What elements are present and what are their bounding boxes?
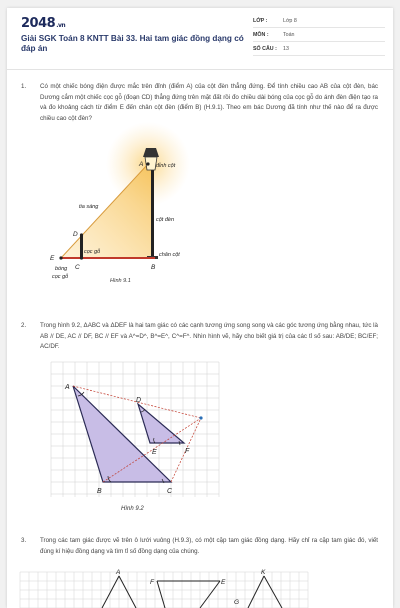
label-f: F [150, 579, 154, 586]
label-a: A [65, 384, 70, 391]
figure-9-3 [20, 564, 310, 608]
point-d [80, 233, 83, 236]
question-text: Trong hình 9.2, ΔABC và ΔDEF là hai tam giác có các cạnh tương ứng song song và các góc tương ứng bằng nhau, tức là AB // DE, AC // DF, BC // EF và A^=D^, B^=E^, C^=F^. Nhìn hình vẽ, hãy cho biết giá trị của các tỉ số sau: AB/DE; BC/EF; AC/DF. [40, 322, 378, 351]
label-b: B [97, 488, 102, 495]
meta-row-subject [253, 28, 385, 42]
label-a: A [139, 161, 144, 168]
meta-key: MÔN : [253, 31, 269, 38]
meta-value: Lớp 8 [283, 17, 297, 24]
site-logo[interactable] [21, 16, 65, 31]
label-shadow-line2: cọc gỗ [52, 274, 69, 280]
figure-9-1 [35, 136, 210, 288]
point-a [146, 162, 149, 165]
logo-text: 2048 [21, 16, 56, 31]
page-title: Giải SGK Toán 8 KNTT Bài 33. Hai tam giác đồng dạng có đáp án [21, 34, 244, 53]
center-point [199, 416, 202, 419]
meta-value: Toán [283, 31, 295, 38]
label-c: C [75, 264, 80, 271]
question-number: 2. [21, 322, 27, 329]
label-b: B [151, 264, 156, 271]
meta-table [253, 14, 385, 56]
question-text: Có một chiếc bóng điện được mắc trên đỉnh (điểm A) của cột đèn thẳng đứng. Để tính chiều cao AB của cột đèn, bác Dương cắm một chiếc cọc gỗ (đoạn CD) thẳng đứng trên mặt đất rồi đo chiều dài bóng của cọc gỗ do ánh đèn điện tạo ra và đo khoảng cách từ điểm E đến chân cột đèn (điểm B) (H.9.1). Theo em bác Dương đã tính như thế nào để ra được chiều cao cột đèn? [40, 83, 378, 122]
figure-caption: Hình 9.2 [121, 506, 144, 512]
meta-key: LỚP : [253, 17, 268, 24]
label-g: G [234, 599, 240, 606]
label-e: E [221, 579, 226, 586]
label-f: F [185, 448, 190, 455]
lamp-post [151, 156, 154, 259]
point-c [80, 256, 83, 259]
meta-key: SỐ CÂU : [253, 45, 277, 52]
label-top: đỉnh cột [156, 163, 176, 169]
label-e: E [152, 449, 157, 456]
label-shadow-line1: bóng [55, 266, 68, 272]
document-page [7, 8, 393, 608]
label-k: K [261, 569, 266, 576]
point-e [59, 256, 62, 259]
label-base: chân cột [159, 252, 180, 258]
label-ray: tia sáng [79, 204, 99, 210]
label-pole: cột đèn [156, 217, 175, 223]
label-e: E [50, 255, 55, 262]
page-header [7, 8, 393, 70]
figure-caption: Hình 9.1 [110, 278, 131, 284]
meta-value: 13 [283, 45, 289, 52]
figure-9-2 [51, 362, 221, 522]
label-c: C [167, 488, 173, 495]
logo-suffix: .vn [56, 22, 66, 29]
label-d: D [73, 231, 78, 238]
label-a: A [116, 569, 121, 576]
light-cone [61, 164, 154, 258]
meta-row-count [253, 42, 385, 56]
question-number: 3. [21, 537, 27, 544]
label-stake: cọc gỗ [84, 249, 101, 255]
meta-row-grade [253, 14, 385, 28]
question-text: Trong các tam giác được vẽ trên ô lưới vuông (H.9.3), có một cặp tam giác đồng dạng. Hãy chỉ ra cặp tam giác đó, viết đúng kí hiệu đồng dạng và tìm tỉ số đồng dạng của chúng. [40, 537, 378, 555]
wooden-stake [80, 235, 83, 258]
question-number: 1. [21, 83, 27, 90]
label-d: D [136, 397, 142, 404]
